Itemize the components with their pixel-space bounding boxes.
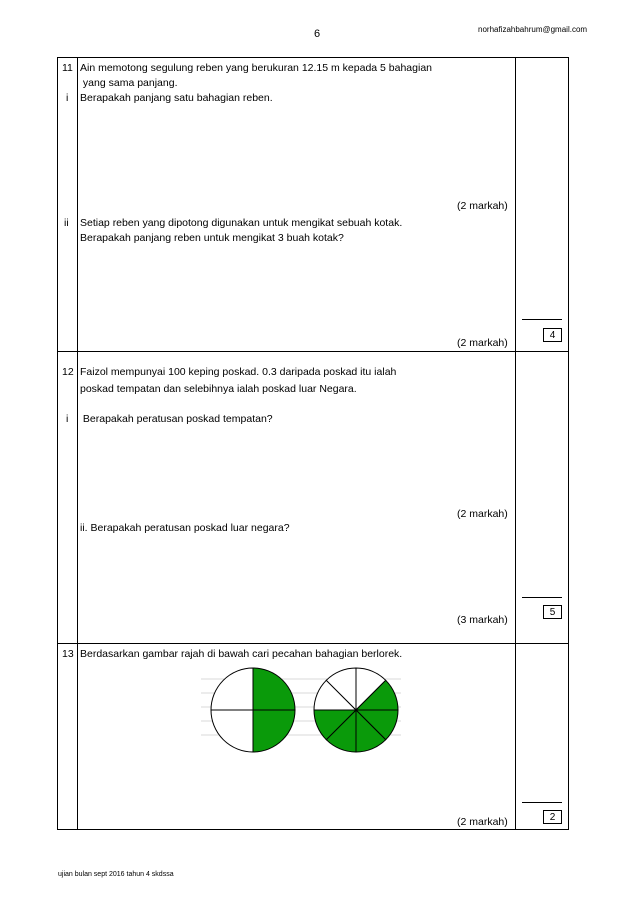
- q11-part-ii-label: ii: [64, 217, 69, 229]
- row-divider-12-13: [58, 643, 568, 644]
- q12-part-i-marks: (2 markah): [457, 508, 508, 520]
- q11-line1: Ain memotong segulung reben yang berukuran 12.15 m kepada 5 bahagian: [80, 62, 433, 74]
- q11-score-line: [522, 319, 562, 320]
- author-email: norhafizahbahrum@gmail.com: [478, 25, 588, 34]
- page-number: 6: [314, 28, 321, 40]
- q11-part-i-text: Berapakah panjang satu bahagian reben.: [80, 92, 273, 104]
- q13-number: 13: [62, 648, 74, 660]
- circle1-sector: [253, 710, 295, 752]
- circle1-sector: [253, 668, 295, 710]
- q11-line2: yang sama panjang.: [80, 77, 178, 89]
- q12-part-ii-marks: (3 markah): [457, 614, 508, 626]
- q12-part-i-text: Berapakah peratusan poskad tempatan?: [80, 413, 273, 425]
- column-divider-number: [77, 58, 78, 829]
- q11-score-box: 4: [543, 328, 562, 342]
- q12-part-i-label: i: [66, 413, 69, 425]
- q12-part-ii-text: ii. Berapakah peratusan poskad luar negara?: [80, 522, 290, 534]
- q11-part-ii-line2: Berapakah panjang reben untuk mengikat 3 buah kotak?: [80, 232, 344, 244]
- q13-marks: (2 markah): [457, 816, 508, 828]
- q11-part-i-label: i: [66, 92, 69, 104]
- q11-part-ii-line1: Setiap reben yang dipotong digunakan untuk mengikat sebuah kotak.: [80, 217, 403, 229]
- circle1-sector: [211, 668, 253, 710]
- column-divider-marks: [515, 58, 516, 829]
- footer-text: ujian bulan sept 2016 tahun 4 skdssa: [58, 871, 174, 878]
- q11-part-ii-marks: (2 markah): [457, 337, 508, 349]
- q12-score-box: 5: [543, 605, 562, 619]
- q13-text: Berdasarkan gambar rajah di bawah cari pecahan bahagian berlorek.: [80, 648, 403, 660]
- q12-number: 12: [62, 366, 74, 378]
- q12-score-line: [522, 597, 562, 598]
- circle1-sector: [211, 710, 253, 752]
- q11-part-i-marks: (2 markah): [457, 200, 508, 212]
- fraction-circles-figure: [201, 665, 411, 755]
- row-divider-11-12: [58, 351, 568, 352]
- circle-halves-quarters: [211, 668, 295, 752]
- q12-line2: poskad tempatan dan selebihnya ialah poskad luar Negara.: [80, 383, 357, 395]
- q11-number: 11: [62, 62, 73, 74]
- question-table: [57, 57, 569, 830]
- q13-score-line: [522, 802, 562, 803]
- q12-line1: Faizol mempunyai 100 keping poskad. 0.3 daripada poskad itu ialah: [80, 366, 397, 378]
- q13-score-box: 2: [543, 810, 562, 824]
- circle-eighths: [314, 668, 398, 752]
